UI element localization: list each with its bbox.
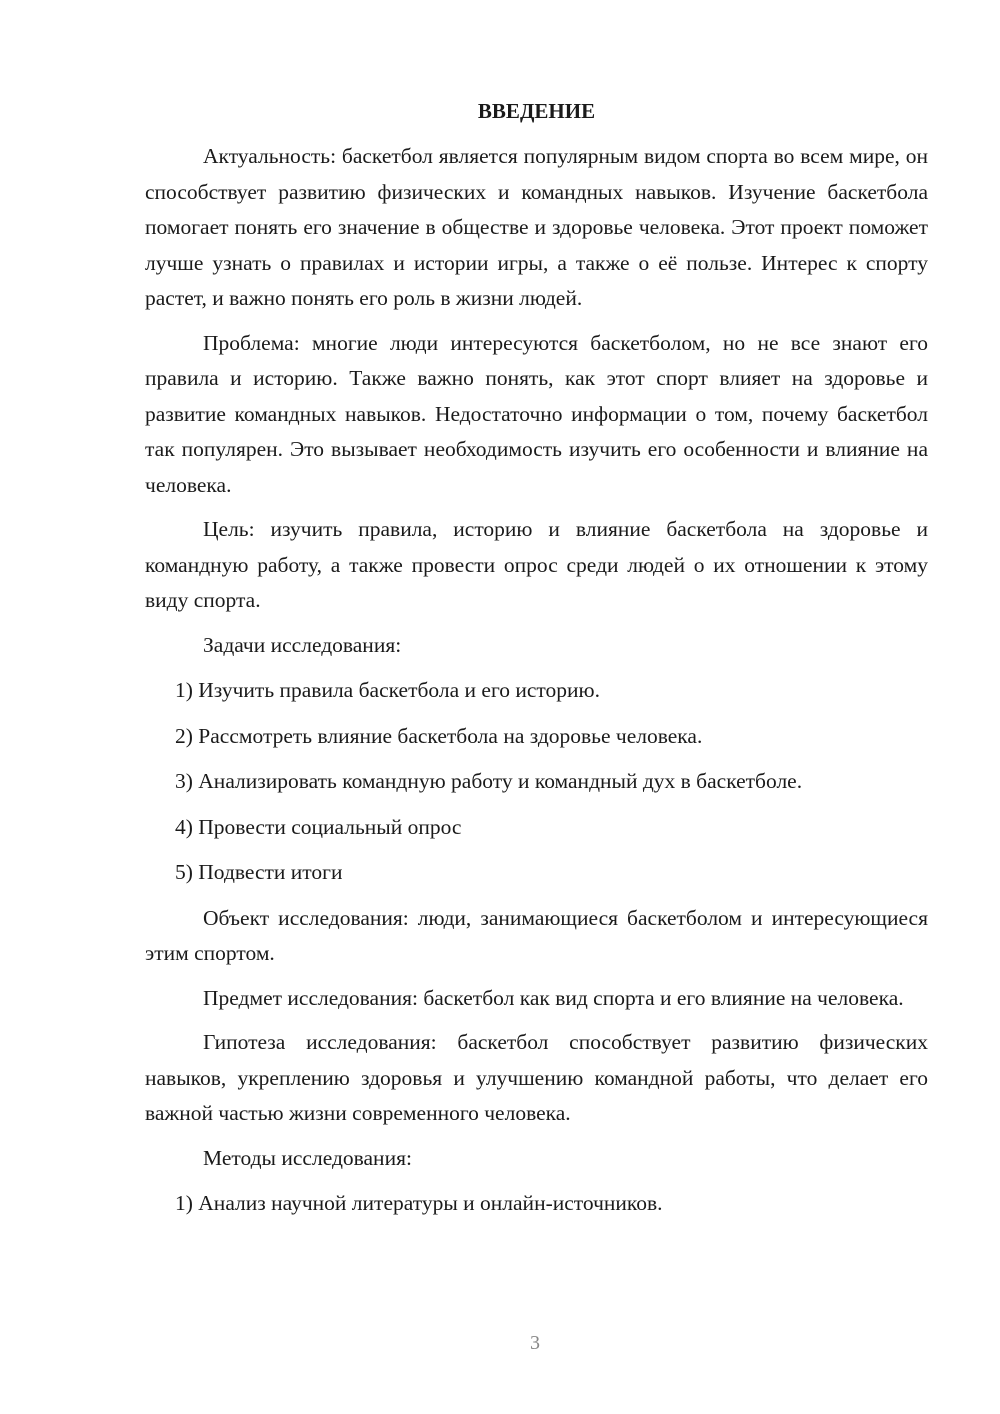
- paragraph-object: Объект исследования: люди, занимающиеся баскетболом и интересующиеся этим спортом.: [145, 905, 928, 965]
- paragraph-hypothesis: Гипотеза исследования: баскетбол способствует развитию физических навыков, укреплению здоровья и улучшению командной работы, что делает его важной частью жизни современного человека.: [145, 1030, 928, 1125]
- tasks-label: Задачи исследования:: [203, 632, 402, 657]
- section-title: ВВЕДЕНИЕ: [477, 99, 596, 123]
- list-item: 1) Изучить правила баскетбола и его историю.: [175, 678, 600, 702]
- list-item: 2) Рассмотреть влияние баскетбола на здоровье человека.: [175, 723, 703, 748]
- list-item: 5) Подвести итоги: [175, 860, 343, 884]
- document-page: [145, 94, 928, 1232]
- paragraph-problem: Проблема: многие люди интересуются баскетболом, но не все знают его правила и историю. Также важно понять, как этот спорт влияет на здоровье и развитие командных навыков. Недостаточно информации о том, почему баскетбол так популярен. Это вызывает необходимость изучить его особенности и влияние на человека.: [145, 330, 928, 497]
- paragraph-relevance: Актуальность: баскетбол является популярным видом спорта во всем мире, он способствует развитию физических и командных навыков. Изучение баскетбола помогает понять его значение в обществе и здоровье человека. Этот проект поможет лучше узнать о правилах и истории игры, а также о её пользе. Интерес к спорту растет, и важно понять его роль в жизни людей.: [145, 144, 928, 310]
- list-item: 4) Провести социальный опрос: [175, 814, 462, 839]
- methods-label: Методы исследования:: [203, 1145, 412, 1170]
- paragraph-goal: Цель: изучить правила, историю и влияние баскетбола на здоровье и командную работу, а также провести опрос среди людей о их отношении к этому виду спорта.: [145, 517, 928, 612]
- paragraph-subject: Предмет исследования: баскетбол как вид спорта и его влияние на человека.: [203, 985, 904, 1010]
- list-item: 3) Анализировать командную работу и командный дух в баскетболе.: [175, 769, 803, 793]
- page-number: 3: [530, 1332, 540, 1354]
- list-item: 1) Анализ научной литературы и онлайн-источников.: [175, 1191, 663, 1215]
